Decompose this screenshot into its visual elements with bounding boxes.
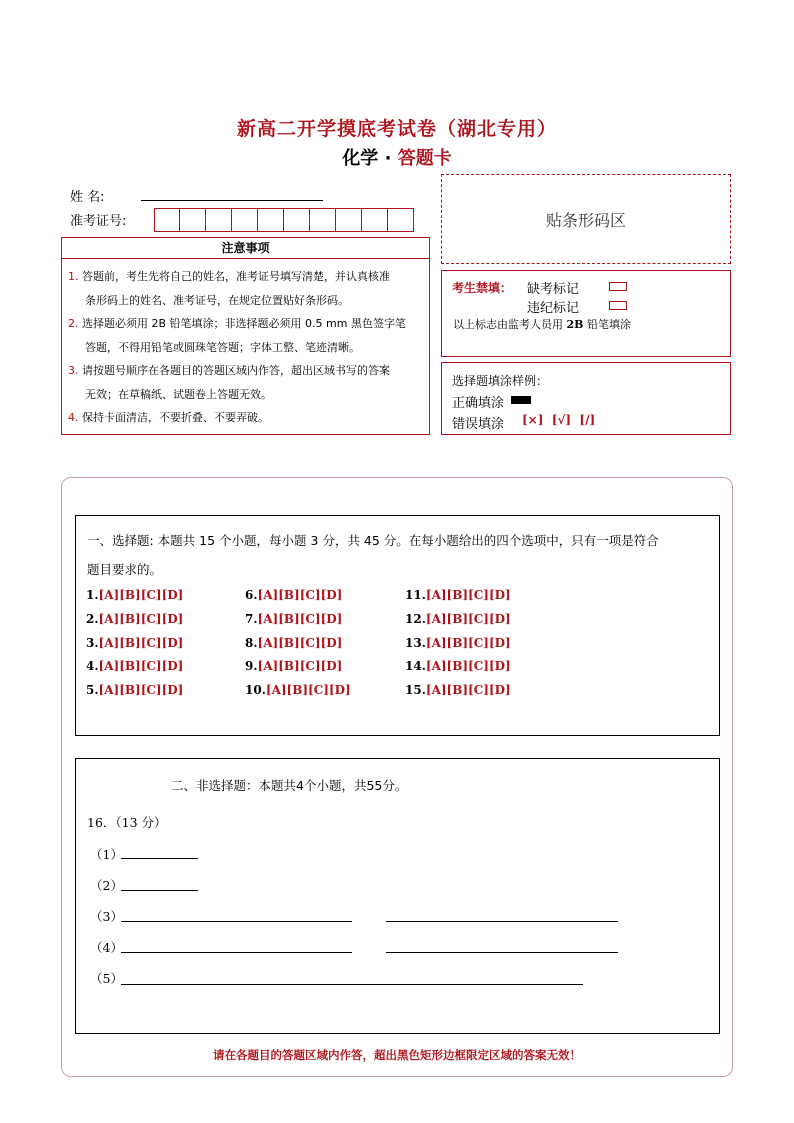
- part-2-label: （2）: [90, 878, 123, 893]
- wrong-fill-label: 错误填涂: [452, 417, 505, 432]
- name-label: 姓 名:: [70, 190, 105, 205]
- part-5-answer-line[interactable]: [121, 984, 583, 985]
- choice-row[interactable]: 13.[A][B][C][D]: [405, 636, 511, 650]
- part-5-label: （5）: [90, 971, 123, 986]
- correct-fill-label: 正确填涂: [452, 396, 505, 411]
- exam-id-digit-box[interactable]: [388, 208, 414, 232]
- part-2-answer-line[interactable]: [121, 890, 198, 891]
- notice-body: [61, 259, 430, 435]
- part-3-label: （3）: [90, 909, 123, 924]
- exam-id-digit-box[interactable]: [232, 208, 258, 232]
- choice-row[interactable]: 14.[A][B][C][D]: [405, 659, 511, 673]
- name-field[interactable]: [141, 200, 323, 201]
- exam-id-field[interactable]: [154, 208, 414, 232]
- notice-item-continuation: 无效；在草稿纸、试题卷上答题无效。: [85, 387, 272, 401]
- exam-id-digit-box[interactable]: [180, 208, 206, 232]
- exam-id-digit-box[interactable]: [284, 208, 310, 232]
- subject-label: 化学: [342, 148, 379, 169]
- exam-id-digit-box[interactable]: [258, 208, 284, 232]
- non-choice-title: 二、非选择题：本题共4个小题，共55分。: [171, 778, 408, 793]
- exam-id-digit-box[interactable]: [206, 208, 232, 232]
- part-4-answer-line-a[interactable]: [121, 952, 352, 953]
- notice-item: 3. 请按题号顺序在各题目的答题区域内作答，超出区域书写的答案: [68, 364, 390, 377]
- correct-fill-example: [511, 396, 531, 404]
- choice-row[interactable]: 9.[A][B][C][D]: [245, 659, 343, 673]
- part-3-answer-line-a[interactable]: [121, 921, 352, 922]
- exam-id-digit-box[interactable]: [336, 208, 362, 232]
- absent-mark-label: 缺考标记: [527, 282, 580, 297]
- page-subtitle: [0, 144, 794, 170]
- part-4-answer-line-b[interactable]: [386, 952, 618, 953]
- part-3-answer-line-b[interactable]: [386, 921, 618, 922]
- forbidden-label: 考生禁填：: [452, 281, 513, 295]
- question-16-label: 16．（13 分）: [87, 815, 167, 830]
- violation-mark-box[interactable]: [609, 301, 627, 310]
- notice-item: 2. 选择题必须用 2B 铅笔填涂；非选择题必须用 0.5 mm 黑色签字笔: [68, 317, 406, 330]
- non-choice-section: [75, 758, 720, 1034]
- choice-row[interactable]: 8.[A][B][C][D]: [245, 636, 343, 650]
- notice-heading: 注意事项: [61, 237, 430, 259]
- choice-row[interactable]: 6.[A][B][C][D]: [245, 588, 343, 602]
- exam-id-digit-box[interactable]: [154, 208, 180, 232]
- choice-row[interactable]: 1.[A][B][C][D]: [86, 588, 184, 602]
- part-1-label: （1）: [90, 847, 123, 862]
- choice-row[interactable]: 4.[A][B][C][D]: [86, 659, 184, 673]
- exam-id-label: 准考证号:: [70, 214, 127, 229]
- footer-warning: 请在各题目的答题区域内作答，超出黑色矩形边框限定区域的答案无效！: [213, 1048, 581, 1062]
- choice-row[interactable]: 11.[A][B][C][D]: [405, 588, 511, 602]
- exam-id-digit-box[interactable]: [362, 208, 388, 232]
- notice-item: 4. 保持卡面清洁，不要折叠、不要弄破。: [68, 411, 269, 424]
- notice-item-continuation: 条形码上的姓名、准考证号，在规定位置贴好条形码。: [85, 293, 349, 307]
- absent-mark-box[interactable]: [609, 282, 627, 291]
- wrong-fill-examples: [×] [√] [/]: [522, 413, 596, 427]
- fill-sample-label: 选择题填涂样例：: [452, 374, 549, 388]
- notice-item-continuation: 答题，不得用铅笔或圆珠笔答题；字体工整、笔迹清晰。: [85, 340, 360, 354]
- barcode-label: 贴条形码区: [545, 210, 626, 230]
- notice-item: 1. 答题前，考生先将自己的姓名，准考证号填写清楚，并认真核准: [68, 270, 390, 283]
- exam-id-digit-box[interactable]: [310, 208, 336, 232]
- choice-row[interactable]: 3.[A][B][C][D]: [86, 636, 184, 650]
- multiple-choice-instructions: 一、选择题: 本题共 15 个小题，每小题 3 分，共 45 分。在每小题给出的四个选项中，只有一项是符合 题目要求的。: [87, 533, 659, 577]
- choice-row[interactable]: 15.[A][B][C][D]: [405, 683, 511, 697]
- ban-note: 以上标志由监考人员用 2B 铅笔填涂: [453, 318, 631, 331]
- subtitle-separator: ·: [384, 148, 392, 169]
- choice-row[interactable]: 7.[A][B][C][D]: [245, 612, 343, 626]
- choice-row[interactable]: 12.[A][B][C][D]: [405, 612, 511, 626]
- page-title: 新高二开学摸底考试卷（湖北专用）: [236, 118, 557, 140]
- part-1-answer-line[interactable]: [121, 858, 198, 859]
- choice-row[interactable]: 2.[A][B][C][D]: [86, 612, 184, 626]
- barcode-area: [441, 174, 731, 264]
- violation-mark-label: 违纪标记: [527, 301, 580, 316]
- answer-card-label: 答题卡: [397, 148, 452, 169]
- choice-row[interactable]: 10.[A][B][C][D]: [245, 683, 351, 697]
- choice-row[interactable]: 5.[A][B][C][D]: [86, 683, 184, 697]
- part-4-label: （4）: [90, 940, 123, 955]
